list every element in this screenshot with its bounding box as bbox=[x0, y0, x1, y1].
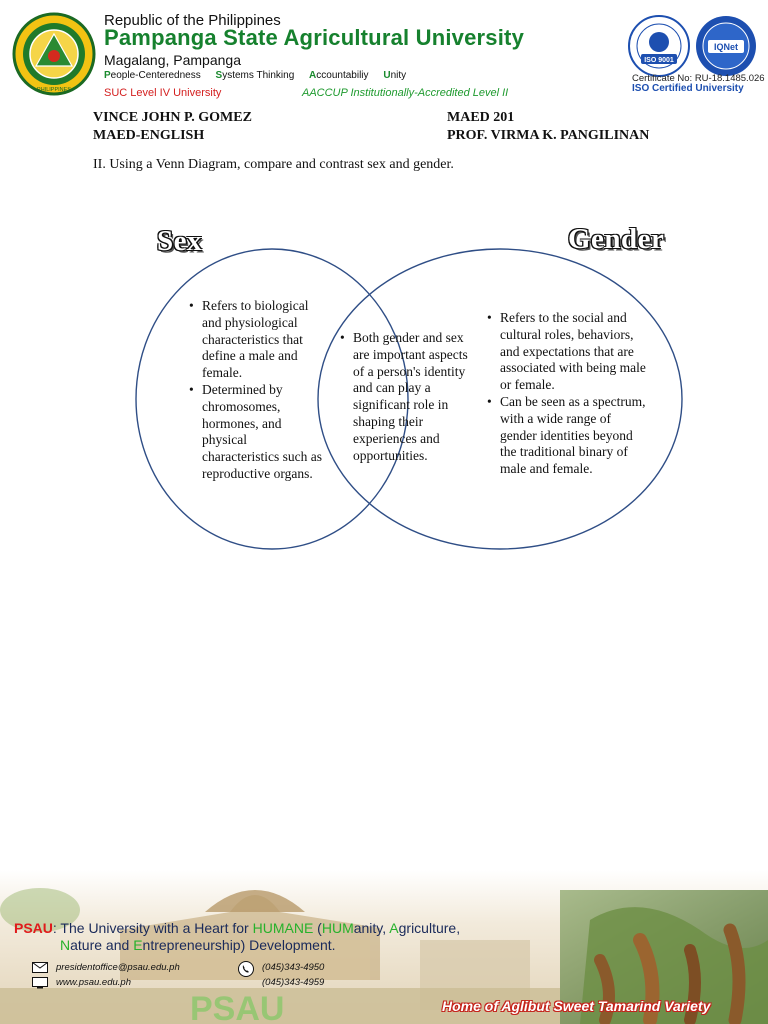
student-program: MAED-ENGLISH bbox=[93, 128, 205, 143]
venn-right-list bbox=[487, 310, 649, 478]
university-location: Magalang, Pampanga bbox=[104, 52, 241, 68]
list-item: • Determined by chromosomes, hormones, and physical characteristics such as reproductive organs. bbox=[189, 382, 327, 483]
footer-website: www.psau.edu.ph bbox=[56, 977, 131, 988]
professor-name: PROF. VIRMA K. PANGILINAN bbox=[447, 128, 650, 143]
svg-text:PSAU: PSAU bbox=[190, 990, 285, 1024]
university-name: Pampanga State Agricultural University bbox=[104, 25, 525, 50]
list-item: • Both gender and sex are important aspects of a person's identity and can play a significant role in shaping their experiences and opportunities. bbox=[340, 330, 468, 464]
iqnet-certified-badge-icon bbox=[694, 14, 758, 78]
core-values: People-Centeredness Systems Thinking Accountabiliy Unity bbox=[104, 70, 407, 81]
footer-tagline-line2: Nature and Entrepreneurship) Development. bbox=[60, 937, 336, 953]
footer-email: presidentoffice@psau.edu.ph bbox=[56, 962, 180, 973]
footer-phone-2: (045)343-4959 bbox=[262, 977, 325, 988]
course-code: MAED 201 bbox=[447, 110, 515, 125]
list-item: • Can be seen as a spectrum, with a wide range of gender identities beyond the traditional binary of male and female. bbox=[487, 394, 649, 478]
certificate-number: Certificate No: RU-18.1485.026 bbox=[632, 73, 765, 84]
iso-certified-label: ISO Certified University bbox=[632, 83, 744, 94]
list-item: • Refers to biological and physiological characteristics that define a male and female. bbox=[189, 298, 327, 382]
republic-label: Republic of the Philippines bbox=[104, 12, 281, 29]
letterhead-footer bbox=[0, 870, 768, 1024]
venn-left-title: Sex bbox=[157, 225, 202, 257]
svg-text:ISO 9001: ISO 9001 bbox=[644, 57, 674, 64]
venn-middle-list bbox=[340, 330, 468, 464]
university-seal-logo bbox=[8, 12, 100, 96]
footer-phone-1: (045)343-4950 bbox=[262, 962, 325, 973]
footer-home-tagline: Home of Aglibut Sweet Tamarind Variety bbox=[442, 998, 711, 1014]
website-icon bbox=[32, 977, 48, 989]
svg-text:PHILIPPINES: PHILIPPINES bbox=[37, 87, 71, 93]
svg-text:IQNet: IQNet bbox=[713, 42, 739, 52]
iso-9001-badge-icon bbox=[627, 14, 691, 78]
venn-right-title: Gender bbox=[568, 223, 665, 255]
instruction-text: II. Using a Venn Diagram, compare and contrast sex and gender. bbox=[93, 157, 454, 172]
email-icon bbox=[32, 962, 48, 973]
venn-left-list bbox=[189, 298, 327, 483]
venn-diagram bbox=[0, 215, 768, 565]
aaccup-accreditation-label: AACCUP Institutionally-Accredited Level II bbox=[302, 87, 509, 99]
phone-icon bbox=[238, 961, 254, 977]
suc-level-label: SUC Level IV University bbox=[104, 87, 222, 99]
footer-tagline-line1: PSAU: The University with a Heart for HUMANE (HUManity, Agriculture, bbox=[14, 920, 461, 936]
list-item: • Refers to the social and cultural roles, behaviors, and expectations that are associated with being male or female. bbox=[487, 310, 649, 394]
student-name: VINCE JOHN P. GOMEZ bbox=[93, 110, 252, 125]
letterhead bbox=[0, 0, 768, 100]
